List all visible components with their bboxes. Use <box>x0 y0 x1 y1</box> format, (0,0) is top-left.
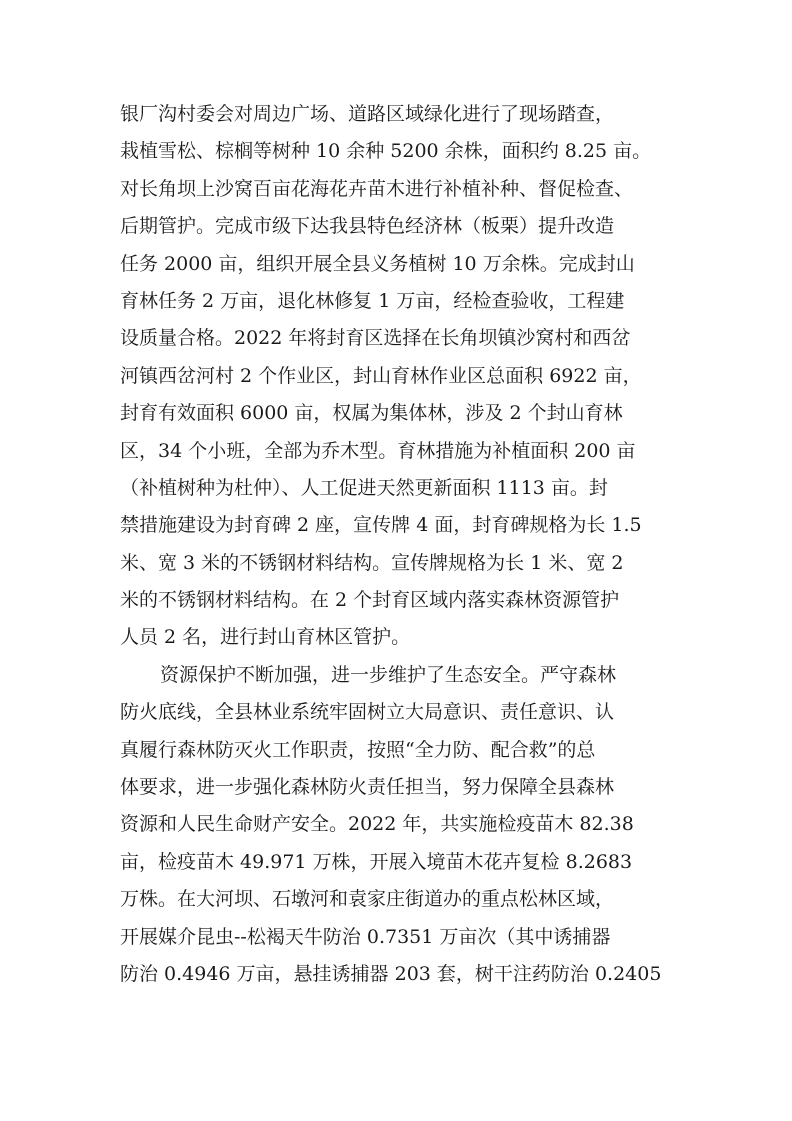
text-line: 真履行森林防灭火工作职责，按照“全力防、配合救”的总 <box>120 738 596 761</box>
text-line: 封育有效面积 6000 亩，权属为集体林，涉及 2 个封山育林 <box>120 402 623 425</box>
text-line: 栽植雪松、棕榈等树种 10 余种 5200 余株，面积约 8.25 亩。 <box>120 140 652 163</box>
paragraph-2 <box>120 657 680 994</box>
text-line: 人员 2 名，进行封山育林区管护。 <box>120 626 411 649</box>
body-text <box>120 96 680 993</box>
text-line: 育林任务 2 万亩，退化林修复 1 万亩，经检查验收，工程建 <box>120 289 625 312</box>
text-line: 防治 0.4946 万亩，悬挂诱捕器 203 套，树干注药防治 0.2405 <box>120 962 662 985</box>
text-line: 米的不锈钢材料结构。在 2 个封育区域内落实森林资源管护 <box>120 589 620 612</box>
text-line: 禁措施建设为封育碑 2 座，宣传牌 4 面，封育碑规格为长 1.5 <box>120 514 642 537</box>
text-line: 区，34 个小班，全部为乔木型。育林措施为补植面积 200 亩 <box>120 439 636 462</box>
text-line: 对长角坝上沙窝百亩花海花卉苗木进行补植补种、督促检查、 <box>120 177 634 200</box>
text-line: 米、宽 3 米的不锈钢材料结构。宣传牌规格为长 1 米、宽 2 <box>120 551 624 574</box>
text-line: 银厂沟村委会对周边广场、道路区域绿化进行了现场踏查， <box>120 103 615 125</box>
text-line: 设质量合格。2022 年将封育区选择在长角坝镇沙窝村和西岔 <box>120 327 631 350</box>
text-line: 万株。在大河坝、石墩河和袁家庄街道办的重点松林区域， <box>120 888 615 911</box>
text-line: （补植树种为杜仲）、人工促进天然更新面积 1113 亩。封 <box>120 476 608 499</box>
paragraph-1 <box>120 96 680 657</box>
text-line: 任务 2000 亩，组织开展全县义务植树 10 万余株。完成封山 <box>120 252 635 275</box>
text-line: 后期管护。完成市级下达我县特色经济林（板栗）提升改造 <box>120 215 615 238</box>
text-line: 体要求，进一步强化森林防火责任担当，努力保障全县森林 <box>120 776 615 799</box>
text-line: 亩，检疫苗木 49.971 万株，开展入境苗木花卉复检 8.2683 <box>120 850 633 873</box>
text-line: 防火底线，全县林业系统牢固树立大局意识、责任意识、认 <box>120 701 615 724</box>
text-line: 开展媒介昆虫--松褐天牛防治 0.7351 万亩次（其中诱捕器 <box>120 925 611 948</box>
text-line: 资源和人民生命财产安全。2022 年，共实施检疫苗木 82.38 <box>120 813 634 836</box>
text-line: 河镇西岔河村 2 个作业区，封山育林作业区总面积 6922 亩， <box>120 364 642 387</box>
text-line-first: 资源保护不断加强，进一步维护了生态安全。严守森林 <box>160 663 617 686</box>
